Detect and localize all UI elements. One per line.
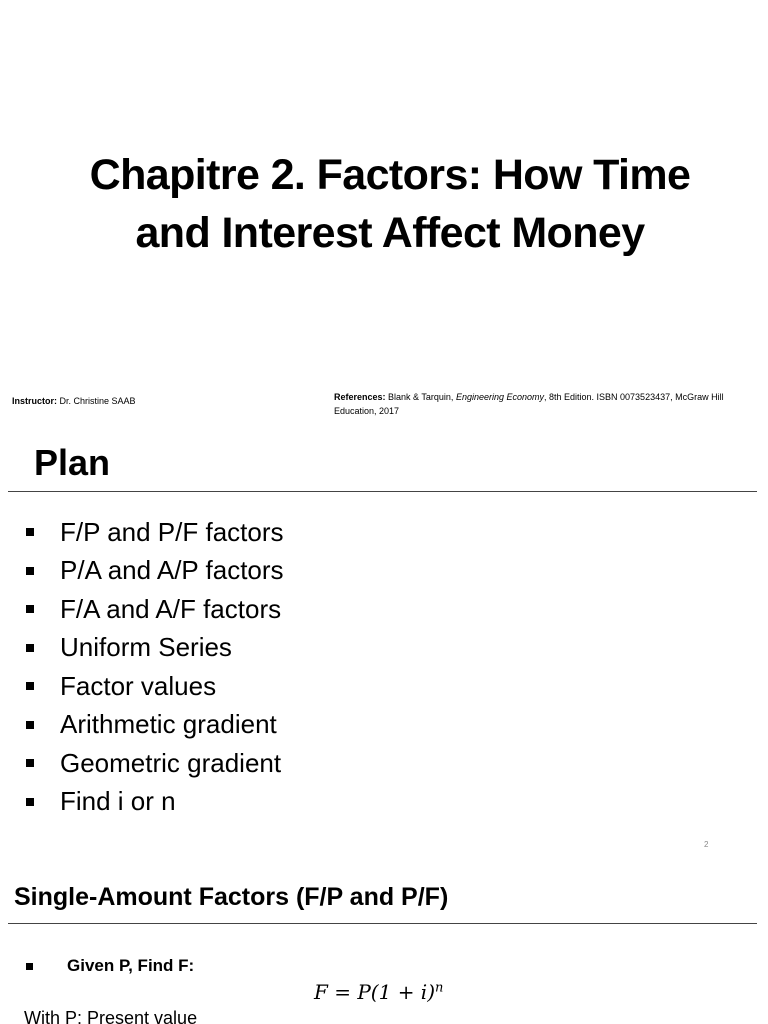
square-bullet-icon bbox=[26, 721, 34, 729]
future-value-formula bbox=[314, 980, 443, 1004]
plan-heading: Plan bbox=[34, 442, 111, 483]
plan-list-item bbox=[26, 667, 284, 706]
plan-list bbox=[26, 513, 284, 821]
slide-title-line-2: and Interest Affect Money bbox=[135, 209, 645, 257]
present-value-definition: With P: Present value bbox=[24, 1008, 198, 1024]
plan-item-label: P/A and A/P factors bbox=[60, 555, 284, 586]
square-bullet-icon bbox=[26, 644, 34, 652]
plan-item-label: Factor values bbox=[60, 670, 217, 701]
plan-item-label: Find i or n bbox=[60, 786, 176, 817]
formula-main: F = P(1 + i) bbox=[314, 980, 436, 1004]
references-book-title: Engineering Economy bbox=[455, 392, 544, 402]
plan-list-item bbox=[26, 706, 284, 745]
square-bullet-icon bbox=[26, 798, 34, 806]
square-bullet-icon bbox=[26, 605, 34, 613]
square-bullet-icon bbox=[26, 567, 34, 575]
plan-list-item bbox=[26, 744, 284, 783]
plan-item-label: Uniform Series bbox=[60, 632, 232, 663]
square-bullet-icon bbox=[26, 759, 34, 767]
plan-item-label: F/P and P/F factors bbox=[60, 516, 284, 547]
square-bullet-icon bbox=[26, 528, 34, 536]
plan-item-label: F/A and A/F factors bbox=[60, 593, 282, 624]
instructor-name: Dr. Christine SAAB bbox=[59, 396, 136, 406]
plan-list-item bbox=[26, 552, 284, 591]
slide-title-line-1: Chapitre 2. Factors: How Time bbox=[89, 151, 691, 199]
given-label: Given P, Find F: bbox=[67, 956, 195, 975]
plan-list-item bbox=[26, 590, 284, 629]
references-details: , 8th Edition. ISBN 0073523437, McGraw Hill Education, 2017 bbox=[334, 392, 724, 416]
plan-item-label: Arithmetic gradient bbox=[60, 709, 277, 740]
plan-divider bbox=[8, 491, 757, 492]
square-bullet-icon bbox=[26, 682, 34, 690]
references-authors: Blank & Tarquin, bbox=[388, 392, 454, 402]
references-note bbox=[334, 390, 758, 418]
formula-exponent: n bbox=[435, 980, 444, 996]
plan-list-item bbox=[26, 513, 284, 552]
square-bullet-icon bbox=[26, 963, 33, 970]
plan-list-item bbox=[26, 783, 284, 822]
plan-item-label: Geometric gradient bbox=[60, 747, 282, 778]
plan-list-item bbox=[26, 629, 284, 668]
references-label: References: bbox=[334, 392, 386, 402]
instructor-label: Instructor: bbox=[12, 396, 57, 406]
page-number: 2 bbox=[704, 840, 709, 849]
slide-title bbox=[40, 146, 740, 262]
instructor-credit bbox=[12, 395, 136, 407]
given-bullet bbox=[26, 956, 194, 976]
section-heading: Single-Amount Factors (F/P and P/F) bbox=[14, 883, 449, 911]
section-divider bbox=[8, 923, 757, 924]
